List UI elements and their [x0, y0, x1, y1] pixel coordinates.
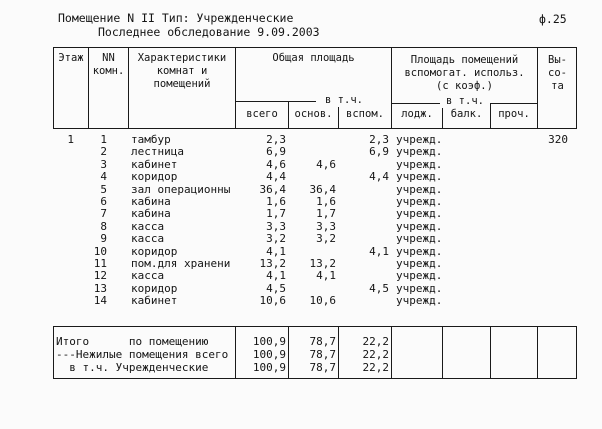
area-total-cell: 36,4: [259, 182, 286, 196]
col-char-1: Характеристики: [137, 52, 227, 64]
area-total-cell: 10,6: [259, 294, 286, 308]
floor-cell: 1: [67, 133, 74, 146]
floor-cell: [54, 171, 74, 183]
room-number-cell: 1: [100, 133, 107, 146]
area-main-cell: 3,2: [316, 232, 336, 246]
col-main: основ.: [294, 108, 333, 120]
area-aux-cell: 4,4: [369, 170, 389, 184]
height-cell: [538, 258, 568, 270]
area-main-cell: [289, 283, 336, 295]
total-aux-cell: 22,2: [362, 360, 389, 374]
room-number-cell: 10: [93, 244, 107, 258]
area-total-cell: 2,3: [266, 133, 286, 146]
room-type-cell: учрежд.: [396, 133, 443, 146]
col-aux-area-3: (с коэф.): [436, 80, 493, 92]
height-cell: 320: [548, 133, 568, 146]
col-incl-2: в т.ч.: [440, 95, 490, 108]
room-name-cell: зал операционны: [131, 182, 231, 196]
height-cell: [538, 295, 568, 307]
room-name-cell: пом.для хранени: [131, 257, 231, 270]
floor-cell: [54, 196, 74, 208]
room-type-cell: учрежд.: [396, 182, 443, 196]
col-char-2: комнат и: [156, 65, 208, 77]
col-aux-area-2: вспомогат. использ.: [404, 67, 525, 79]
area-main-cell: [289, 171, 336, 183]
total-label: в т.ч. Учрежденческие: [56, 360, 209, 374]
area-aux-cell: [339, 258, 389, 270]
room-type-cell: учрежд.: [396, 207, 443, 221]
divider: [537, 326, 538, 379]
room-type-cell: учрежд.: [396, 244, 443, 258]
room-name-cell: кабинет: [131, 157, 178, 171]
divider: [391, 326, 392, 379]
area-total-cell: 3,3: [266, 219, 286, 233]
area-aux-cell: [339, 159, 389, 171]
area-aux-cell: [339, 184, 389, 196]
height-cell: [538, 196, 568, 208]
total-main-cell: 78,7: [309, 360, 336, 374]
room-name-cell: кабина: [131, 207, 171, 221]
floor-cell: [54, 283, 74, 295]
col-all: всего: [246, 108, 278, 120]
height-cell: [538, 208, 568, 220]
total-label: Итого по помещению: [56, 335, 209, 348]
area-total-cell: 4,4: [266, 170, 286, 184]
room-number-cell: 9: [100, 232, 107, 246]
col-room-no-2: комн.: [92, 65, 125, 77]
floor-cell: [54, 233, 74, 245]
height-cell: [538, 270, 568, 282]
col-total-area: Общая площадь: [272, 52, 355, 64]
room-number-cell: 12: [93, 269, 107, 283]
height-cell: [538, 233, 568, 245]
floor-cell: [54, 258, 74, 270]
room-name-cell: касса: [131, 269, 165, 283]
room-type-cell: учрежд.: [396, 219, 443, 233]
room-type-cell: учрежд.: [396, 195, 443, 208]
floor-cell: [54, 295, 74, 307]
room-name-cell: лестница: [131, 145, 184, 159]
col-balcony: балк.: [450, 108, 483, 120]
area-aux-cell: [339, 221, 389, 233]
room-type-cell: учрежд.: [396, 269, 443, 283]
room-type-cell: учрежд.: [396, 170, 443, 184]
area-total-cell: 4,6: [266, 157, 286, 171]
total-main-cell: 78,7: [309, 335, 336, 348]
col-height-3: та: [551, 80, 564, 92]
col-room-no-1: NN: [102, 52, 115, 64]
area-total-cell: 6,9: [266, 145, 286, 159]
room-name-cell: коридор: [131, 281, 178, 295]
floor-cell: [54, 146, 74, 158]
floor-cell: [54, 159, 74, 171]
room-type-cell: учрежд.: [396, 294, 443, 308]
col-aux-area-1: Площадь помещений: [410, 54, 519, 66]
area-main-cell: 4,1: [316, 269, 336, 283]
floor-cell: [54, 246, 74, 258]
area-main-cell: 1,7: [316, 207, 336, 221]
total-label: ---Нежилые помещения всего: [56, 347, 229, 361]
room-name-cell: кабинет: [131, 294, 178, 308]
height-cell: [538, 171, 568, 183]
area-aux-cell: [339, 295, 389, 307]
area-aux-cell: [339, 233, 389, 245]
floor-cell: [54, 184, 74, 196]
col-other: проч.: [498, 108, 530, 120]
room-number-cell: 6: [100, 195, 107, 208]
height-cell: [538, 283, 568, 295]
height-cell: [538, 159, 568, 171]
area-total-cell: 13,2: [259, 257, 286, 270]
room-number-cell: 8: [100, 219, 107, 233]
room-name-cell: коридор: [131, 170, 178, 184]
area-main-cell: 10,6: [309, 294, 336, 308]
area-main-cell: 3,3: [316, 219, 336, 233]
total-area-cell: 100,9: [252, 347, 286, 361]
area-total-cell: 1,7: [266, 207, 286, 221]
room-name-cell: тамбур: [131, 133, 171, 146]
col-height-2: со-: [548, 67, 567, 79]
area-main-cell: 4,6: [316, 157, 336, 171]
room-type-cell: учрежд.: [396, 145, 443, 159]
area-aux-cell: 6,9: [369, 145, 389, 159]
floor-cell: [54, 221, 74, 233]
floor-cell: [54, 270, 74, 282]
height-cell: [538, 184, 568, 196]
area-aux-cell: 4,5: [369, 281, 389, 295]
room-type-heading: Помещение N II Тип: Учрежденческие: [58, 11, 294, 25]
area-total-cell: 4,1: [266, 269, 286, 283]
total-area-cell: 100,9: [252, 360, 286, 374]
area-total-cell: 3,2: [266, 232, 286, 246]
room-type-cell: учрежд.: [396, 232, 443, 246]
area-main-cell: [289, 146, 336, 158]
room-number-cell: 3: [100, 157, 107, 171]
room-type-cell: учрежд.: [396, 257, 443, 270]
room-number-cell: 14: [93, 294, 107, 308]
area-main-cell: [289, 246, 336, 258]
room-name-cell: касса: [131, 219, 165, 233]
room-number-cell: 4: [100, 170, 107, 184]
area-aux-cell: 2,3: [369, 133, 389, 146]
total-main-cell: 78,7: [309, 347, 336, 361]
total-aux-cell: 22,2: [362, 347, 389, 361]
area-total-cell: 4,5: [266, 281, 286, 295]
room-type-cell: учрежд.: [396, 281, 443, 295]
col-floor: Этаж: [58, 52, 84, 64]
col-aux: вспом.: [346, 108, 384, 120]
divider: [490, 326, 491, 379]
area-aux-cell: [339, 208, 389, 220]
area-total-cell: 1,6: [266, 195, 286, 208]
room-name-cell: кабина: [131, 195, 171, 208]
room-number-cell: 2: [100, 145, 107, 159]
form-number: ф.25: [539, 12, 567, 26]
divider: [442, 326, 443, 379]
total-area-cell: 100,9: [252, 335, 286, 348]
room-number-cell: 13: [93, 281, 107, 295]
area-main-cell: [289, 134, 336, 146]
floor-cell: [54, 208, 74, 220]
room-number-cell: 11: [93, 257, 107, 270]
area-main-cell: 36,4: [309, 182, 336, 196]
height-cell: [538, 246, 568, 258]
area-aux-cell: 4,1: [369, 244, 389, 258]
area-aux-cell: [339, 270, 389, 282]
last-inspection-date: Последнее обследование 9.09.2003: [98, 25, 320, 39]
area-main-cell: 13,2: [309, 257, 336, 270]
col-char-3: помещений: [153, 78, 211, 90]
room-name-cell: коридор: [131, 244, 178, 258]
area-aux-cell: [339, 196, 389, 208]
room-number-cell: 7: [100, 207, 107, 221]
room-number-cell: 5: [100, 182, 107, 196]
area-total-cell: 4,1: [266, 244, 286, 258]
col-height-1: Вы-: [548, 54, 567, 66]
area-main-cell: 1,6: [316, 195, 336, 208]
height-cell: [538, 146, 568, 158]
col-incl: в т.ч.: [316, 94, 372, 107]
room-name-cell: касса: [131, 232, 165, 246]
height-cell: [538, 221, 568, 233]
total-aux-cell: 22,2: [362, 335, 389, 348]
col-loggia: лодж.: [401, 108, 433, 120]
room-type-cell: учрежд.: [396, 157, 443, 171]
